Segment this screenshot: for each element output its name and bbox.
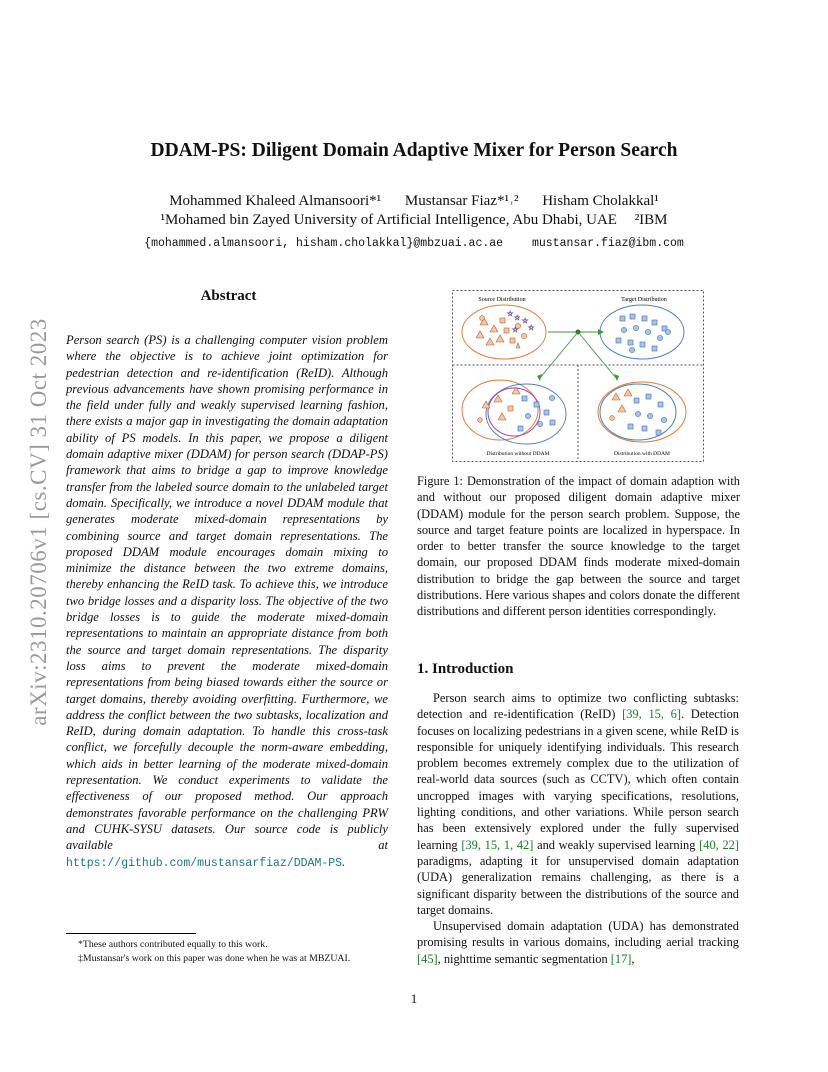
svg-text:☆: ☆ [528, 324, 535, 332]
author-3: Hisham Cholakkal¹ [542, 193, 659, 209]
intro-text: Unsupervised domain adaptation (UDA) has demonstrated promising results in various domains, including aerial tracking [417, 919, 739, 950]
svg-text:☆: ☆ [514, 314, 521, 322]
citation-link[interactable]: [39, 15, 1, 42] [461, 837, 534, 852]
with-points [610, 389, 632, 420]
arrow-to-with [578, 332, 616, 378]
footnote-2: ‡Mustansar's work on this paper was done when he was at MBZUAI. [78, 953, 351, 964]
intro-paragraph-2 [417, 918, 739, 967]
svg-text:☆: ☆ [512, 326, 519, 334]
abstract-body [66, 332, 388, 872]
intro-text: , [631, 951, 635, 966]
citation-link[interactable]: [40, 22] [699, 837, 739, 852]
code-link[interactable]: https://github.com/mustansarfiaz/DDAM-PS [66, 856, 343, 870]
section-heading-introduction: 1. Introduction [417, 661, 514, 677]
intro-paragraph-1 [417, 690, 739, 918]
footnote-rule [66, 933, 196, 934]
figure-1 [452, 290, 704, 462]
abstract-text: Person search (PS) is a challenging computer vision problem where the objective is to achieve joint optimization for pedestrian detection and re-identification (ReID). Although previous advancements have shown promising performance in the field under fully and weakly supervised learning fashion, there exists a major gap in investigating the domain adaptation ability of PS models. In this paper, we propose a diligent domain adaptive mixer (DDAM) for person search (DDAP-PS) framework that aims to bridge a gap to improve knowledge transfer from the labeled source domain to the unlabeled target domain. Specifically, we introduce a novel DDAM module that generates moderate mixed-domain representations by combining source and target domain representations. The proposed DDAM module encourages domain mixing to minimize the distance between the two extreme domains, thereby enhancing the ReID task. To achieve this, we introduce two bridge losses and a disparity loss. The objective of the two bridge losses is to guide the moderate mixed-domain representations to maintain an appropriate distance from both the source and target domain representations. The disparity loss aims to prevent the moderate mixed-domain representations from being biased towards either the source or target domains, thereby avoiding overfitting. Furthermore, we address the conflict between the two subtasks, localization and ReID, during domain adaptation. To handle this cross-task conflict, we forcefully decouple the norm-aware embedding, which aids in better learning of the moderate mixed-domain representation. We conduct experiments to validate the effectiveness of our proposed method. Our approach demonstrates favorable performance on the challenging PRW and CUHK-SYSU datasets. Our source code is publicly available at [66, 333, 388, 853]
page-number: 1 [410, 992, 418, 1006]
abstract-heading: Abstract [200, 288, 257, 304]
arrowhead-without [537, 374, 542, 381]
source-stars [507, 310, 534, 334]
intro-text: and weakly supervised learning [533, 837, 700, 852]
target-points [616, 314, 671, 353]
svg-text:☆: ☆ [522, 317, 529, 325]
affiliation-2: ²IBM [634, 212, 668, 228]
label-without-ddam: Distribution without DDAM [486, 451, 550, 457]
citation-link[interactable]: [17] [610, 951, 632, 966]
label-source-distribution: Source Distribution [478, 297, 526, 303]
footnote-1: *These authors contributed equally to this work. [78, 939, 268, 950]
arxiv-identifier: arXiv:2310.20706v1 [cs.CV] 31 Oct 2023 [26, 318, 51, 726]
email-2: mustansar.fiaz@ibm.com [531, 237, 684, 250]
author-list [0, 193, 828, 210]
intro-text: paradigms, adapting it for unsupervised domain adaptation (UDA) generalization remains challenging, as there is a significant disparity between the distributions of the source and target domains. [417, 853, 739, 917]
paper-title: DDAM-PS: Diligent Domain Adaptive Mixer for Person Search [150, 140, 678, 161]
with-target-points [628, 394, 667, 435]
introduction-body [417, 690, 739, 967]
arrowhead-target [598, 329, 604, 335]
author-2: Mustansar Fiaz*¹˒² [404, 193, 519, 209]
email-1: {mohammed.almansoori, hisham.cholakkal}@mbzuai.ac.ae [144, 237, 504, 250]
citation-link[interactable]: [39, 15, 6] [622, 707, 681, 722]
svg-text:☆: ☆ [507, 310, 514, 318]
arrowhead-with [614, 374, 619, 381]
figure-frame [453, 291, 704, 462]
without-mixed-ellipse [488, 388, 540, 436]
affiliation-1: ¹Mohamed bin Zayed University of Artificial Intelligence, Abu Dhabi, UAE [160, 212, 617, 228]
intro-text: Person search aims to optimize two conflicting subtasks: detection and re-identification (ReID) [417, 691, 739, 722]
citation-link[interactable]: [45] [417, 951, 438, 966]
intro-text: , nighttime semantic segmentation [437, 951, 611, 966]
author-emails [0, 237, 828, 250]
label-target-distribution: Target Distribution [621, 297, 667, 303]
affiliations [0, 212, 828, 229]
without-source-ellipse [462, 380, 538, 440]
target-ellipse [600, 305, 684, 359]
author-1: Mohammed Khaleed Almansoori*¹ [169, 193, 382, 209]
figure-caption: Figure 1: Demonstration of the impact of domain adaption with and without our proposed diligent domain adaptive mixer (DDAM) module for the person search problem. Suppose, the source and target feature points are localized in hyperspace. In order to better transfer the source knowledge to the target domain, our proposed DDAM finds moderate mixed-domain distribution to bridge the gap between the source and target distributions. Here various shapes and colors donate the different distributions and different person identities correspondingly. [417, 474, 740, 619]
arrow-to-without [540, 332, 578, 378]
with-source-ellipse [598, 382, 686, 442]
intro-text: . Detection focuses on localizing pedestrians in a given scene, while ReID is responsible for uniquely identifying individuals. This research problem becomes extremely complex due to the utilization of real-world data sources (such as CCTV), which often contain uncropped images with varying specifications, resolutions, lighting conditions, and other variations. While person search has been extensively explored under the fully supervised learning [417, 707, 739, 852]
label-with-ddam: Distribution with DDAM [614, 451, 670, 457]
abstract-end: . [342, 854, 346, 869]
